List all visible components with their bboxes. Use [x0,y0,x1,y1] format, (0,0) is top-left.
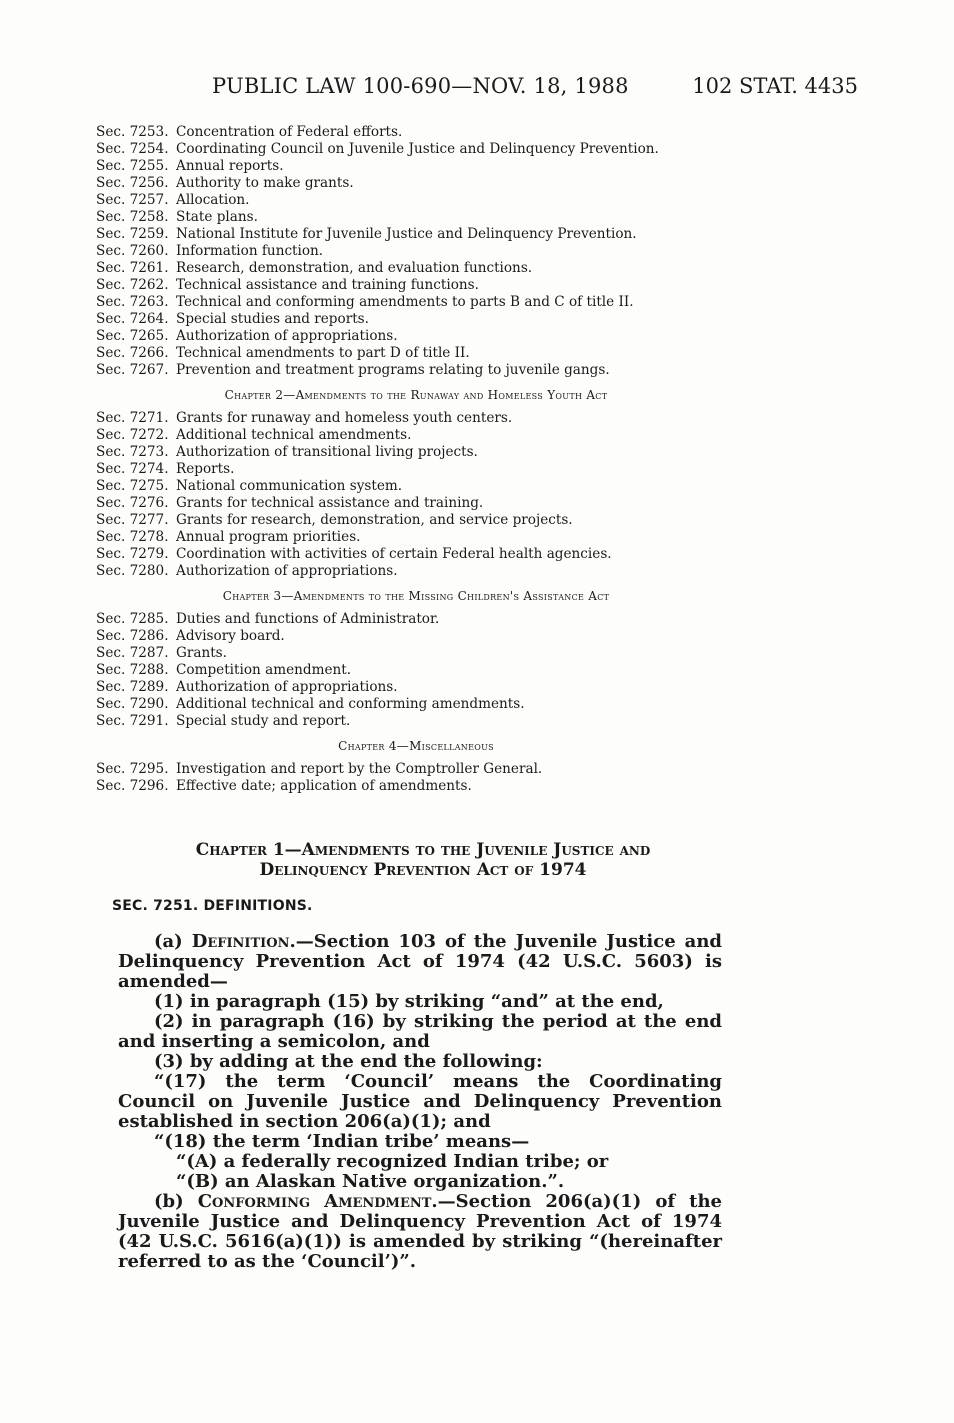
toc-entry [96,175,736,192]
toc-entry-number: Sec. 7288. [96,662,169,678]
toc-entry-title: Annual reports. [176,158,284,174]
toc-entry-title: Additional technical amendments. [176,427,412,443]
toc-entry-number: Sec. 7290. [96,696,169,712]
toc-entry-title: Concentration of Federal efforts. [176,124,403,140]
subsection-b-label: (b) [154,1191,198,1212]
toc-entry [96,679,736,696]
toc-entry [96,778,736,795]
toc-entry-number: Sec. 7277. [96,512,169,528]
toc-entry [96,260,736,277]
paragraph-2: (2) in paragraph (16) by striking the period at the end and inserting a semicolon, and [118,1011,722,1052]
toc-entry [96,713,736,730]
chapter-1-title [124,840,722,880]
toc-entry [96,512,736,529]
toc-entry-number: Sec. 7272. [96,427,169,443]
toc-entry [96,410,736,427]
toc-group-chapter-3 [96,611,736,730]
toc-entry-number: Sec. 7263. [96,294,169,310]
toc-entry-number: Sec. 7275. [96,478,169,494]
subsection-a-label: (a) [154,931,192,952]
toc-entry-title: Authority to make grants. [176,175,354,191]
toc-entry-title: Effective date; application of amendments. [176,778,472,794]
toc-entry [96,243,736,260]
toc-entry-title: Annual program priorities. [176,529,361,545]
toc-entry-title: Research, demonstration, and evaluation functions. [176,260,533,276]
toc-group-chapter-4 [96,761,736,795]
toc-chapter-3-heading: Chapter 3—Amendments to the Missing Children's Assistance Act [222,589,610,603]
toc-entry-title: Investigation and report by the Comptroller General. [176,761,543,777]
toc-entry-title: Technical amendments to part D of title II. [176,345,470,361]
toc-chapter-4-heading: Chapter 4—Miscellaneous [338,739,494,753]
toc-entry-number: Sec. 7289. [96,679,169,695]
toc-entry-title: Grants for runaway and homeless youth centers. [176,410,513,426]
subsection-a-text: —Section 103 of the Juvenile Justice and Delinquency Prevention Act of 1974 (42 U.S.C. 5603) is amended— [118,931,722,992]
toc-entry-title: Reports. [176,461,235,477]
toc-entry [96,311,736,328]
toc-entry-number: Sec. 7265. [96,328,169,344]
toc-entry-number: Sec. 7254. [96,141,169,157]
toc-entry-number: Sec. 7276. [96,495,169,511]
toc-entry-number: Sec. 7264. [96,311,169,327]
toc-entry-title: Information function. [176,243,324,259]
toc-entry-number: Sec. 7286. [96,628,169,644]
toc-entry [96,495,736,512]
subsection-a [118,932,722,992]
section-heading: SEC. 7251. DEFINITIONS. [112,898,313,914]
toc-entry [96,529,736,546]
toc-entry [96,294,736,311]
subsection-b-caption: Conforming Amendment. [197,1191,438,1212]
toc-entry-title: Competition amendment. [176,662,352,678]
page-header [212,74,858,108]
toc-entry-title: Grants for research, demonstration, and service projects. [176,512,573,528]
toc-entry-number: Sec. 7271. [96,410,169,426]
toc-entry-number: Sec. 7256. [96,175,169,191]
toc-entry-title: Authorization of appropriations. [176,679,398,695]
chapter-1-title-line-2: Delinquency Prevention Act of 1974 [259,860,587,880]
toc-entry-number: Sec. 7253. [96,124,169,140]
toc-entry [96,461,736,478]
toc-entry [96,444,736,461]
toc-entry [96,628,736,645]
toc-entry [96,328,736,345]
toc-entry-title: National Institute for Juvenile Justice and Delinquency Prevention. [176,226,637,242]
toc-entry-title: Special studies and reports. [176,311,369,327]
toc-entry [96,124,736,141]
subsection-a-caption: Definition. [191,931,296,952]
quoted-paragraph-17: “(17) the term ‘Council’ means the Coordinating Council on Juvenile Justice and Delinquency Prevention established in section 206(a)(1); and [118,1071,722,1132]
toc-entry-title: Technical assistance and training functions. [176,277,479,293]
toc-entry-number: Sec. 7266. [96,345,169,361]
toc-entry-number: Sec. 7267. [96,362,169,378]
toc-entry-number: Sec. 7258. [96,209,169,225]
toc-entry-title: Allocation. [176,192,250,208]
toc-entry [96,696,736,713]
header-title: PUBLIC LAW 100-690—NOV. 18, 1988 [212,74,629,98]
toc-entry-number: Sec. 7291. [96,713,169,729]
quoted-subparagraph-a: “(A) a federally recognized Indian tribe; or [176,1151,609,1172]
toc-entry-title: Grants. [176,645,227,661]
toc-entry [96,645,736,662]
toc-entry [96,362,736,379]
toc-group-chapter-1 [96,124,736,379]
toc-entry-number: Sec. 7257. [96,192,169,208]
toc-entry-title: Additional technical and conforming amendments. [176,696,525,712]
toc-entry-number: Sec. 7280. [96,563,169,579]
toc-entry-title: Technical and conforming amendments to parts B and C of title II. [176,294,634,310]
toc-entry [96,611,736,628]
section-body [112,840,722,1272]
toc-entry-title: Authorization of appropriations. [176,328,398,344]
toc-entry-number: Sec. 7278. [96,529,169,545]
toc-entry-title: Authorization of appropriations. [176,563,398,579]
toc-entry [96,478,736,495]
toc-entry-number: Sec. 7273. [96,444,169,460]
toc-entry [96,192,736,209]
toc-entry-title: Coordinating Council on Juvenile Justice and Delinquency Prevention. [176,141,659,157]
toc-entry [96,345,736,362]
toc-entry-number: Sec. 7285. [96,611,169,627]
subsection-b [118,1192,722,1272]
toc-entry-title: State plans. [176,209,258,225]
toc-entry-title: Duties and functions of Administrator. [176,611,440,627]
paragraph-3: (3) by adding at the end the following: [154,1051,543,1072]
toc-entry-number: Sec. 7262. [96,277,169,293]
toc-entry-title: Coordination with activities of certain Federal health agencies. [176,546,612,562]
toc-entry [96,563,736,580]
quoted-subparagraph-b: “(B) an Alaskan Native organization.”. [176,1171,565,1192]
toc-entry-number: Sec. 7255. [96,158,169,174]
toc-entry-number: Sec. 7260. [96,243,169,259]
toc-entry-title: Advisory board. [176,628,285,644]
toc-group-chapter-2 [96,410,736,580]
toc-entry-number: Sec. 7287. [96,645,169,661]
chapter-1-title-line-1: Chapter 1—Amendments to the Juvenile Justice and [195,840,651,860]
toc-entry [96,277,736,294]
table-of-contents [96,124,736,795]
paragraph-1: (1) in paragraph (15) by striking “and” at the end, [154,991,664,1012]
quoted-paragraph-18: “(18) the term ‘Indian tribe’ means— [154,1131,530,1152]
toc-entry-number: Sec. 7261. [96,260,169,276]
toc-entry-number: Sec. 7279. [96,546,169,562]
statute-page-number: 102 STAT. 4435 [692,74,858,98]
toc-entry-number: Sec. 7296. [96,778,169,794]
toc-entry [96,209,736,226]
toc-entry-title: Grants for technical assistance and training. [176,495,484,511]
toc-entry-number: Sec. 7295. [96,761,169,777]
toc-entry-number: Sec. 7274. [96,461,169,477]
subsection-b-text: —Section 206(a)(1) of the Juvenile Justice and Delinquency Prevention Act of 1974 (42 U.S.C. 5616(a)(1)) is amended by striking “(hereinafter referred to as the ‘Council’)”. [118,1191,722,1272]
toc-entry-number: Sec. 7259. [96,226,169,242]
toc-entry [96,546,736,563]
toc-chapter-2-heading: Chapter 2—Amendments to the Runaway and Homeless Youth Act [224,388,608,402]
toc-entry [96,226,736,243]
toc-entry [96,141,736,158]
toc-entry [96,761,736,778]
toc-entry-title: Prevention and treatment programs relating to juvenile gangs. [176,362,610,378]
toc-entry [96,662,736,679]
toc-entry [96,158,736,175]
toc-entry-title: Special study and report. [176,713,351,729]
toc-entry-title: National communication system. [176,478,403,494]
toc-entry [96,427,736,444]
toc-entry-title: Authorization of transitional living projects. [176,444,478,460]
